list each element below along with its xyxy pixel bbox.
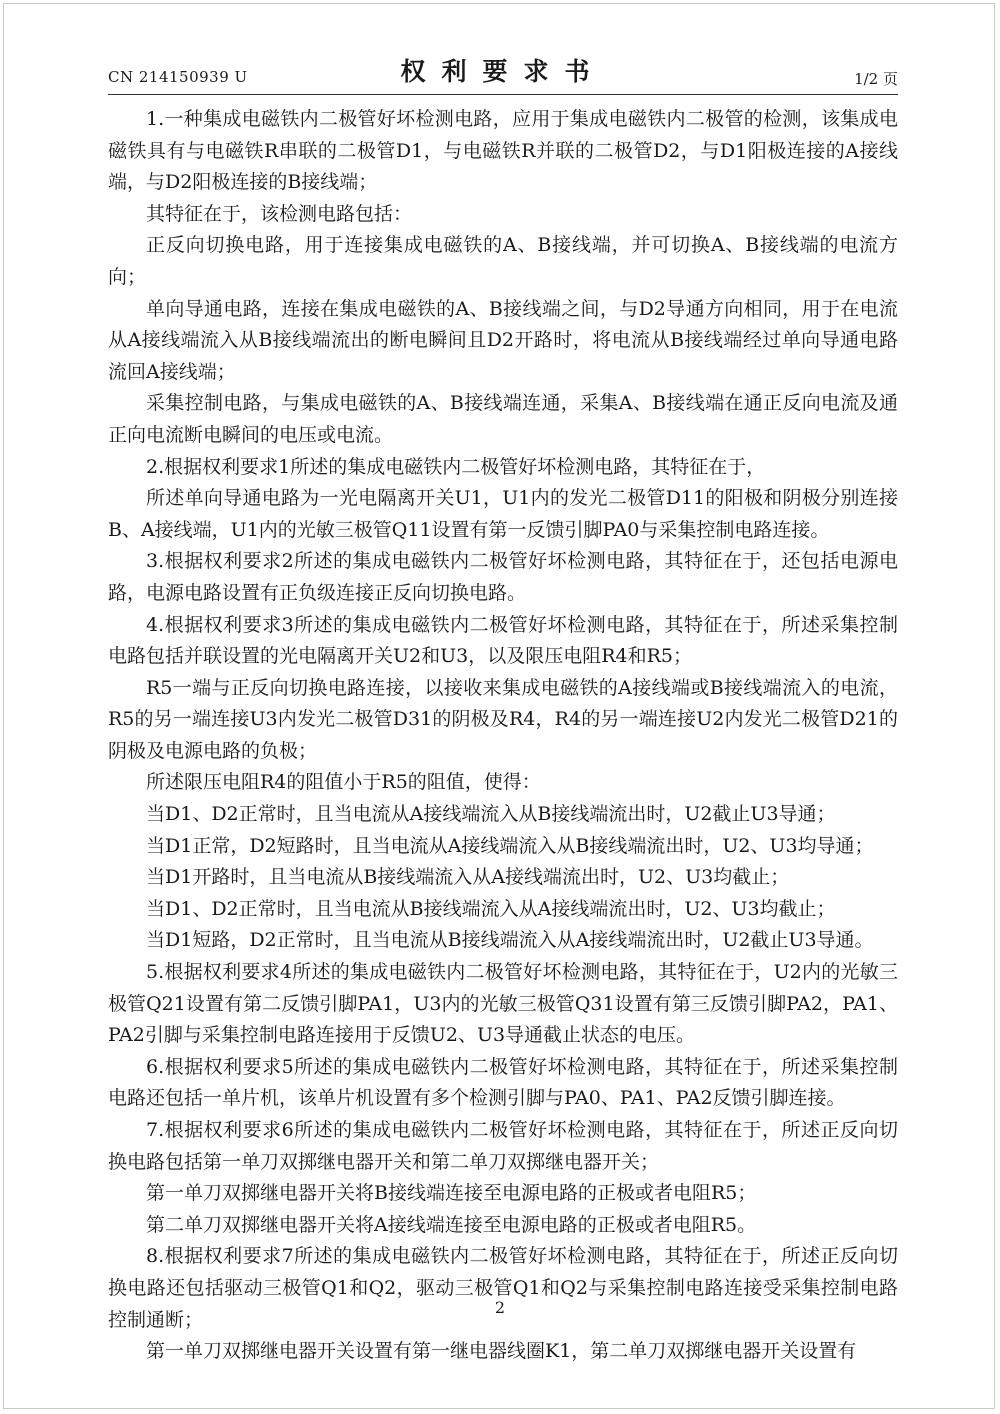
claim-paragraph: 当D1、D2正常时，且当电流从B接线端流入从A接线端流出时，U2、U3均截止； (146, 897, 836, 920)
claim-paragraph: 当D1、D2正常时，且当电流从A接线端流入从B接线端流出时，U2截止U3导通； (146, 803, 836, 826)
claim-paragraph: 3.根据权利要求2所述的集成电磁铁内二极管好坏检测电路，其特征在于，还包括电源电路，电源电路设置有正负级连接正反向切换电路。 (108, 550, 898, 604)
claim-paragraph: 正反向切换电路，用于连接集成电磁铁的A、B接线端，并可切换A、B接线端的电流方向； (108, 234, 898, 288)
claim-paragraph: 采集控制电路，与集成电磁铁的A、B接线端连通，采集A、B接线端在通正反向电流及通正向电流断电瞬间的电压或电流。 (108, 392, 898, 446)
claim-paragraph: 7.根据权利要求6所述的集成电磁铁内二极管好坏检测电路，其特征在于，所述正反向切换电路包括第一单刀双掷继电器开关和第二单刀双掷继电器开关； (108, 1119, 898, 1173)
claim-paragraph: 5.根据权利要求4所述的集成电磁铁内二极管好坏检测电路，其特征在于，U2内的光敏三极管Q21设置有第二反馈引脚PA1，U3内的光敏三极管Q31设置有第三反馈引脚PA2，PA1、PA2引脚与采集控制电路连接用于反馈U2、U3导通截止状态的电压。 (108, 961, 898, 1047)
claim-paragraph: 1.一种集成电磁铁内二极管好坏检测电路，应用于集成电磁铁内二极管的检测，该集成电磁铁具有与电磁铁R串联的二极管D1，与电磁铁R并联的二极管D2，与D1阳极连接的A接线端，与D2阳极连接的B接线端； (108, 108, 898, 194)
page-number: 2 (494, 1298, 506, 1317)
claims-body (108, 104, 898, 1368)
publication-number: CN 214150939 U (108, 68, 248, 86)
claim-paragraph: 当D1开路时，且当电流从B接线端流入从A接线端流出时，U2、U3均截止； (146, 866, 790, 889)
page-indicator: 1/2 页 (854, 70, 898, 88)
document-title: 权利要求书 (400, 57, 606, 86)
claim-paragraph: 当D1正常，D2短路时，且当电流从A接线端流入从B接线端流出时，U2、U3均导通； (146, 834, 874, 857)
page-header (108, 52, 898, 92)
claim-paragraph: 第一单刀双掷继电器开关设置有第一继电器线圈K1，第二单刀双掷继电器开关设置有 (146, 1340, 857, 1363)
claim-paragraph: 2.根据权利要求1所述的集成电磁铁内二极管好坏检测电路，其特征在于， (146, 455, 766, 478)
claim-paragraph: 其特征在于，该检测电路包括： (146, 202, 413, 225)
claim-paragraph: 所述单向导通电路为一光电隔离开关U1，U1内的发光二极管D11的阳极和阴极分别连接B、A接线端，U1内的光敏三极管Q11设置有第一反馈引脚PA0与采集控制电路连接。 (108, 487, 898, 541)
claim-paragraph: 第一单刀双掷继电器开关将B接线端连接至电源电路的正极或者电阻R5； (146, 1182, 757, 1205)
claim-paragraph: 所述限压电阻R4的阻值小于R5的阻值，使得： (146, 771, 541, 794)
claim-paragraph: 第二单刀双掷继电器开关将A接线端连接至电源电路的正极或者电阻R5。 (146, 1213, 757, 1236)
claim-paragraph: R5一端与正反向切换电路连接，以接收来集成电磁铁的A接线端或B接线端流入的电流，R5的另一端连接U3内发光二极管D31的阴极及R4，R4的另一端连接U2内发光二极管D21的阴极及电源电路的负极； (108, 676, 898, 762)
claim-paragraph: 4.根据权利要求3所述的集成电磁铁内二极管好坏检测电路，其特征在于，所述采集控制电路包括并联设置的光电隔离开关U2和U3，以及限压电阻R4和R5； (108, 613, 898, 668)
claim-paragraph: 6.根据权利要求5所述的集成电磁铁内二极管好坏检测电路，其特征在于，所述采集控制电路还包括一单片机，该单片机设置有多个检测引脚与PA0、PA1、PA2反馈引脚连接。 (108, 1055, 898, 1110)
claim-paragraph: 单向导通电路，连接在集成电磁铁的A、B接线端之间，与D2导通方向相同，用于在电流从A接线端流入从B接线端流出的断电瞬间且D2开路时，将电流从B接线端经过单向导通电路流回A接线端； (108, 297, 898, 383)
claim-paragraph: 当D1短路，D2正常时，且当电流从B接线端流入从A接线端流出时，U2截止U3导通。 (146, 929, 874, 952)
header-divider (108, 94, 898, 95)
claim-paragraph: 8.根据权利要求7所述的集成电磁铁内二极管好坏检测电路，其特征在于，所述正反向切换电路还包括驱动三极管Q1和Q2，驱动三极管Q1和Q2与采集控制电路连接受采集控制电路控制通断； (108, 1245, 898, 1331)
